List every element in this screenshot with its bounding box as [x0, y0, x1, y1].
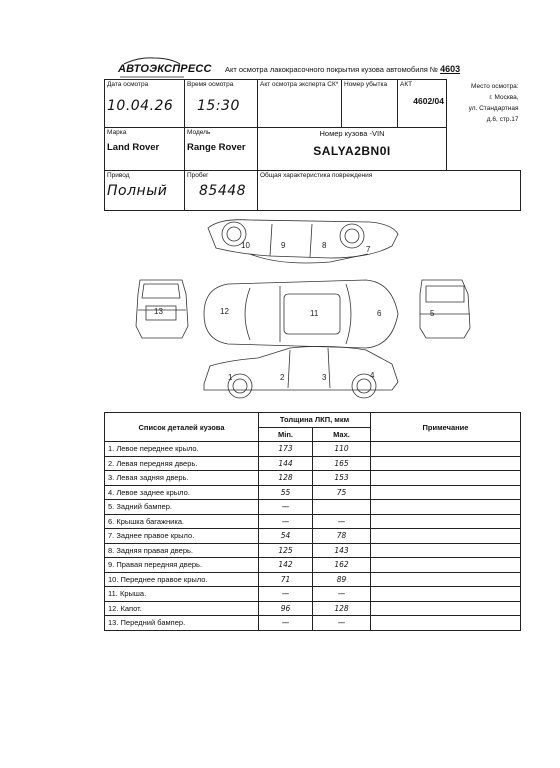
note-cell — [371, 529, 521, 544]
zone-label-13-front: 13 — [154, 307, 163, 316]
akt-label: АКТ — [400, 81, 413, 88]
table-row — [105, 529, 521, 544]
place-line1: г. Москва, — [489, 93, 519, 101]
car-right-side-view — [208, 220, 398, 263]
table-row — [105, 514, 521, 529]
part-name: 9. Правая передняя дверь. — [105, 558, 259, 573]
car-rear-view — [420, 280, 470, 338]
document-title — [225, 64, 460, 74]
vin-label: Номер кузова -VIN — [319, 129, 385, 139]
max-value: 78 — [313, 529, 371, 544]
note-cell — [371, 572, 521, 587]
table-row — [105, 558, 521, 573]
place-line3: д.6, стр.17 — [486, 115, 519, 123]
max-value: 75 — [313, 485, 371, 500]
model-cell — [185, 128, 258, 170]
note-cell — [371, 587, 521, 602]
mileage-value: 85448 — [199, 182, 247, 199]
expert-cell — [258, 80, 342, 128]
place-line2: ул. Стандартная — [468, 104, 519, 112]
date-value: 10.04.26 — [107, 98, 174, 114]
min-value: 144 — [259, 456, 313, 471]
zone-label-7: 7 — [366, 245, 371, 254]
zone-label-4: 4 — [370, 371, 375, 380]
min-value: 128 — [259, 471, 313, 486]
col-min-header: Min. — [259, 427, 313, 442]
note-cell — [371, 500, 521, 515]
max-value: 153 — [313, 471, 371, 486]
note-cell — [371, 601, 521, 616]
min-value: 142 — [259, 558, 313, 573]
min-value: 173 — [259, 442, 313, 457]
col-max-header: Max. — [313, 427, 371, 442]
brand-label: Марка — [107, 129, 127, 137]
min-value: — — [259, 587, 313, 602]
max-value — [313, 500, 371, 515]
note-cell — [371, 558, 521, 573]
zone-label-1: 1 — [228, 373, 233, 382]
zone-label-9: 9 — [281, 241, 286, 250]
brand-cell — [105, 128, 185, 170]
car-top-view — [204, 280, 398, 348]
drive-value: Полный — [107, 182, 168, 199]
zone-label-6: 6 — [377, 309, 382, 318]
max-value: 89 — [313, 572, 371, 587]
damage-cell — [258, 170, 521, 210]
company-logo — [118, 56, 212, 78]
max-value: 110 — [313, 442, 371, 457]
table-row — [105, 442, 521, 457]
max-value: — — [313, 616, 371, 631]
table-row — [105, 587, 521, 602]
min-value: 125 — [259, 543, 313, 558]
car-left-side-view — [204, 346, 398, 398]
title-text: Акт осмотра лакокрасочного покрытия кузова автомобиля № — [225, 65, 438, 74]
note-cell — [371, 471, 521, 486]
mileage-cell — [185, 170, 258, 210]
drive-cell — [105, 170, 185, 210]
col-thickness-header: Толщина ЛКП, мкм — [259, 413, 371, 428]
note-cell — [371, 543, 521, 558]
part-name: 10. Переднее правое крыло. — [105, 572, 259, 587]
act-number: 4603 — [440, 64, 461, 74]
zone-label-11: 11 — [310, 309, 319, 318]
expert-label: Акт осмотра эксперта СК* — [260, 81, 339, 88]
parts-rows — [105, 442, 521, 631]
logo-text: АВТОЭКСПРЕСС — [118, 63, 212, 75]
zone-label-3: 3 — [322, 373, 327, 382]
zone-label-8: 8 — [322, 241, 327, 250]
min-value: — — [259, 514, 313, 529]
part-name: 8. Задняя правая дверь. — [105, 543, 259, 558]
min-value: 71 — [259, 572, 313, 587]
model-label: Модель — [187, 129, 211, 137]
place-label: Место осмотра: — [471, 82, 519, 90]
model-value: Range Rover — [187, 142, 246, 154]
max-value: — — [313, 514, 371, 529]
min-value: — — [259, 616, 313, 631]
max-value: 165 — [313, 456, 371, 471]
drive-label: Привод — [107, 171, 130, 179]
date-label: Дата осмотра — [107, 81, 149, 88]
note-cell — [371, 514, 521, 529]
part-name: 13. Передний бампер. — [105, 616, 259, 631]
table-row — [105, 572, 521, 587]
time-value: 15:30 — [197, 98, 240, 114]
part-name: 6. Крышка багажника. — [105, 514, 259, 529]
col-note-header: Примечание — [371, 413, 521, 442]
zone-label-10: 10 — [241, 241, 250, 250]
part-name: 11. Крыша. — [105, 587, 259, 602]
min-value: 96 — [259, 601, 313, 616]
min-value: 55 — [259, 485, 313, 500]
table-row — [105, 543, 521, 558]
part-name: 12. Капот. — [105, 601, 259, 616]
table-row — [105, 500, 521, 515]
time-cell — [185, 80, 258, 128]
table-row — [105, 471, 521, 486]
max-value: 162 — [313, 558, 371, 573]
header-table — [104, 79, 521, 211]
akt-cell — [398, 80, 447, 128]
date-cell — [105, 80, 185, 128]
zone-label-5: 5 — [430, 309, 435, 318]
damage-label: Общая характеристика повреждения — [260, 171, 373, 179]
max-value: 143 — [313, 543, 371, 558]
table-row — [105, 616, 521, 631]
time-label: Время осмотра — [187, 81, 234, 88]
max-value: 128 — [313, 601, 371, 616]
part-name: 3. Левая задняя дверь. — [105, 471, 259, 486]
akt-value: 4602/04 — [413, 96, 444, 106]
min-value: 54 — [259, 529, 313, 544]
part-name: 5. Задний бампер. — [105, 500, 259, 515]
part-name: 7. Заднее правое крыло. — [105, 529, 259, 544]
car-diagram — [130, 214, 480, 404]
mileage-label: Пробег — [187, 171, 209, 179]
min-value: — — [259, 500, 313, 515]
max-value: — — [313, 587, 371, 602]
zone-label-12: 12 — [220, 307, 229, 316]
part-name: 1. Левое переднее крыло. — [105, 442, 259, 457]
part-name: 4. Левое заднее крыло. — [105, 485, 259, 500]
note-cell — [371, 442, 521, 457]
note-cell — [371, 616, 521, 631]
vin-value: SALYA2BN0I — [313, 144, 391, 159]
part-name: 2. Левая передняя дверь. — [105, 456, 259, 471]
note-cell — [371, 485, 521, 500]
loss-label: Номер убытка — [344, 81, 388, 88]
brand-value: Land Rover — [107, 142, 160, 154]
parts-thickness-table — [104, 412, 521, 631]
loss-cell — [342, 80, 398, 128]
vin-cell — [258, 128, 447, 170]
table-row — [105, 601, 521, 616]
table-row — [105, 456, 521, 471]
col-list-header: Список деталей кузова — [105, 413, 259, 442]
zone-label-2: 2 — [280, 373, 285, 382]
note-cell — [371, 456, 521, 471]
place-cell — [447, 80, 521, 171]
table-row — [105, 485, 521, 500]
